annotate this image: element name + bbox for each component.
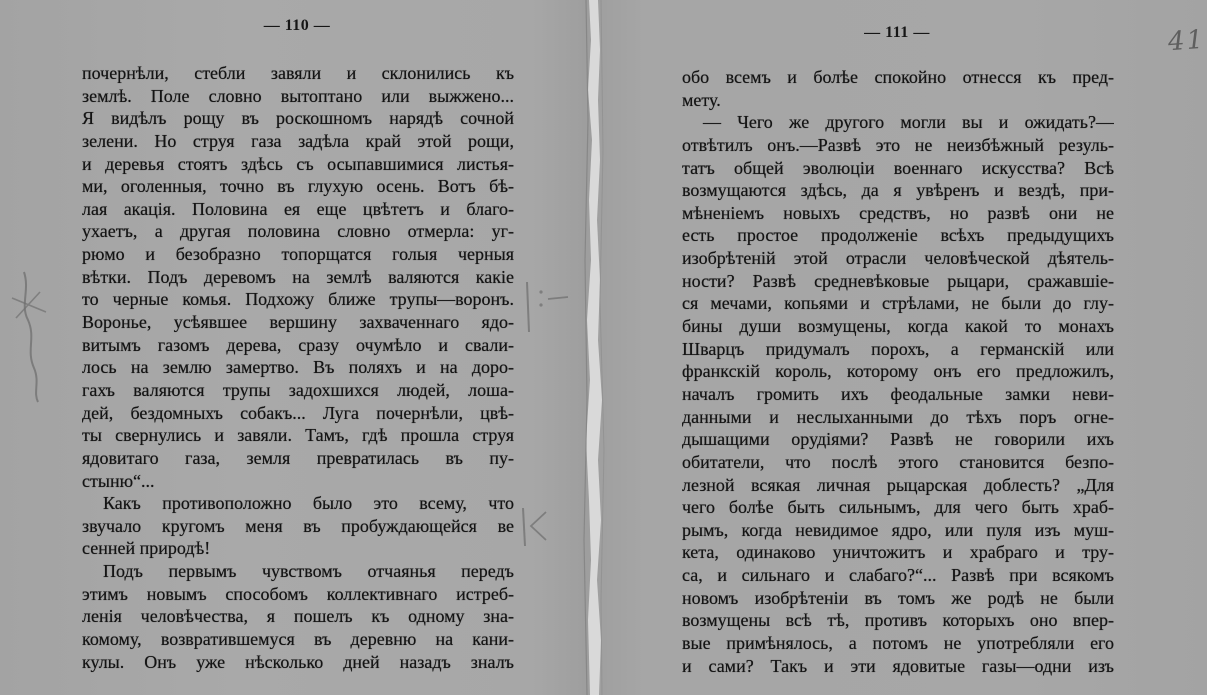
text-line: ми, оголенныя, точно въ глухую осень. Вотъ бѣ- [82, 176, 514, 197]
text-line: мету. [682, 89, 721, 110]
text-line: новомъ изобрѣтеніи въ томъ же родѣ не были [682, 587, 1114, 608]
text-line: то черные комья. Подхожу ближе трупы—воронъ. [82, 289, 514, 310]
page-number-right: — 111 — [864, 24, 930, 41]
text-line: рюмо и безобразно топорщатся голыя черныя [82, 244, 514, 265]
text-line: стыню“... [82, 470, 155, 491]
text-line: гахъ валяются трупы задохшихся людей, лоша- [82, 379, 514, 400]
text-line: Воронье, усѣявшее вершину захваченнаго ядо- [82, 312, 514, 333]
text-line: ядовитаго газа, земля превратилась въ пу- [82, 447, 514, 468]
text-line: ся мечами, копьями и стрѣлами, не были до глу- [682, 293, 1114, 314]
text-line: возмущены всѣ тѣ, противъ которыхъ оно впер- [682, 610, 1114, 631]
page-number-left: — 110 — [263, 17, 331, 34]
text-line: лось на землю замертво. Въ поляхъ и на доро- [82, 357, 514, 378]
text-line: Я видѣлъ рощу въ роскошномъ нарядѣ сочной [82, 108, 514, 129]
text-line: и деревья стоятъ здѣсь съ осыпавшимися листья- [82, 153, 514, 174]
right-page-text [682, 66, 1114, 677]
left-page-text [82, 62, 514, 673]
text-line: татъ общей эволюціи военнаго искусства? Всѣ [682, 157, 1114, 178]
text-line: Шварцъ придумалъ порохъ, а германскій или [682, 338, 1114, 359]
text-line: ленія человѣчества, я пошелъ къ одному зна- [82, 606, 514, 627]
text-line: началъ громить ихъ феодальные замки неви- [682, 383, 1114, 404]
text-line: франкскій король, которому онъ его предложилъ, [682, 361, 1114, 382]
text-line: дей, бездомныхъ собакъ... Луга почернѣли, цвѣ- [82, 402, 514, 423]
text-line: возмущаются здѣсь, да я увѣренъ и вездѣ, при- [682, 180, 1114, 201]
text-line: ухаетъ, а другая половина словно отмерла: уг- [82, 221, 514, 242]
text-line: дышащими орудіями? Развѣ не говорили ихъ [682, 429, 1114, 450]
text-line: изобрѣтеній этой отрасли человѣческой дѣятель- [682, 248, 1114, 269]
text-line: почернѣли, стебли завяли и склонились къ [82, 63, 514, 83]
text-line: Какъ противоположно было это всему, что [103, 493, 514, 514]
text-line: звучало кругомъ меня въ пробуждающейся ве [82, 515, 514, 536]
handwritten-margin-number: 41 [1166, 24, 1207, 58]
text-line: лезной всякая личная рыцарская доблесть? „Для [682, 474, 1114, 495]
text-line: и сами? Такъ и эти ядовитые газы—одни изъ [682, 655, 1114, 676]
text-line: комому, возвратившемуся въ деревню на кани- [82, 629, 514, 650]
text-line: землѣ. Поле словно вытоптано или выжжено... [82, 85, 514, 106]
text-line: ты свернулись и завяли. Тамъ, гдѣ прошла струя [82, 425, 514, 446]
text-line: ности? Развѣ средневѣковые рыцари, сражавшіе- [682, 270, 1114, 291]
text-line: мѣненіемъ новыхъ средствъ, но развѣ они не [682, 202, 1114, 223]
text-line: обо всемъ и болѣе спокойно отнесся къ пред- [682, 67, 1114, 87]
text-line: рымъ, когда невидимое ядро, или пуля изъ муш- [682, 519, 1114, 540]
text-line: чего болѣе быть сильнымъ, для чего быть храб- [682, 497, 1114, 518]
text-line: вѣтки. Подъ деревомъ на землѣ валяются какіе [82, 266, 514, 287]
text-line: зелени. Но струя газа задѣла край этой рощи, [82, 130, 514, 151]
text-line: есть простое продолженіе всѣхъ предыдущихъ [682, 225, 1114, 246]
text-line: са, и сильнаго и слабаго?“... Развѣ при всякомъ [682, 565, 1114, 586]
text-line: бины души возмущены, когда какой то монахъ [682, 316, 1114, 337]
text-line: данными и неслыханными до тѣхъ поръ огне- [682, 406, 1114, 427]
text-line: вые примѣнялось, а потомъ не употребляли его [682, 633, 1114, 654]
text-line: кулы. Онъ уже нѣсколько дней назадъ зналъ [82, 651, 514, 672]
text-line: кета, одинаково уничтожитъ и храбраго и тру- [682, 542, 1114, 563]
text-line: витымъ газомъ дерева, сразу очумѣло и свали- [82, 334, 514, 355]
text-line: обитатели, что послѣ этого становится безпо- [682, 451, 1114, 472]
text-line: этимъ новымъ способомъ коллективнаго истреб- [82, 583, 514, 604]
text-line: — Чего же другого могли вы и ожидать?— [703, 112, 1114, 133]
text-line: сенней природѣ! [82, 538, 211, 559]
text-line: Подъ первымъ чувствомъ отчаянья передъ [103, 561, 514, 582]
text-line: отвѣтилъ онъ.—Развѣ это не неизбѣжный резуль- [682, 134, 1114, 155]
text-line: лая акація. Половина ея еще цвѣтетъ и благо- [82, 198, 514, 219]
